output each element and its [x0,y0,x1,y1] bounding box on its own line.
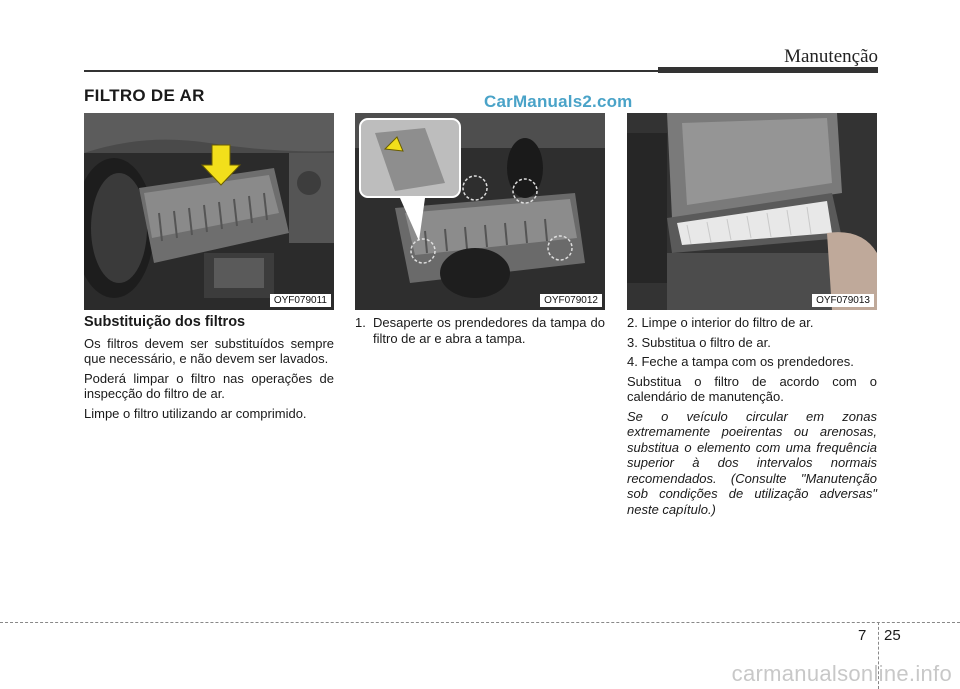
step-item: 4. Feche a tampa com os prendedores. [627,354,854,369]
footer-rule [0,622,960,623]
watermark-top: CarManuals2.com [484,92,633,111]
step-item [355,315,605,346]
step-text: Desaperte os prendedores da tampa do filtro de ar e abra a tampa. [373,315,605,346]
subsection-heading: Substituição dos filtros [84,314,246,330]
photo-air-filter-location [84,113,334,310]
page-number: 25 [884,627,901,644]
step-item: 2. Limpe o interior do filtro de ar. [627,315,814,330]
paragraph: Poderá limpar o filtro nas operações de inspecção do filtro de ar. [84,370,334,401]
header-rule [84,70,658,72]
paragraph: Substitua o filtro de acordo com o calendário de manutenção. [627,373,877,404]
step-number: 1. [355,315,366,330]
photo-code: OYF079012 [540,294,602,307]
page-header-title: Manutenção [784,46,878,67]
warning-note: Se o veículo circular em zonas extremamente poeirentas ou arenosas, substitua o elemento com uma frequência superior à dos intervalos normais recomendados. (Consulte "Manutenção sob condições de utilização adversas" neste capítulo.) [627,408,877,517]
photo-code: OYF079013 [812,294,874,307]
paragraph: Limpe o filtro utilizando ar comprimido. [84,405,307,421]
column-1 [84,315,334,425]
watermark-bottom: carmanualsonline.info [731,661,952,686]
column-3 [627,315,877,521]
photo-air-filter-element [627,113,877,310]
chapter-number: 7 [858,627,867,644]
header-rule-accent [658,67,878,73]
photo-code: OYF079011 [270,294,331,307]
column-2 [355,315,605,346]
step-item: 3. Substitua o filtro de ar. [627,334,771,350]
photo-air-filter-clips [355,113,605,310]
paragraph: Os filtros devem ser substituídos sempre que necessário, e não devem ser lavados. [84,335,334,366]
section-title: FILTRO DE AR [84,86,205,105]
